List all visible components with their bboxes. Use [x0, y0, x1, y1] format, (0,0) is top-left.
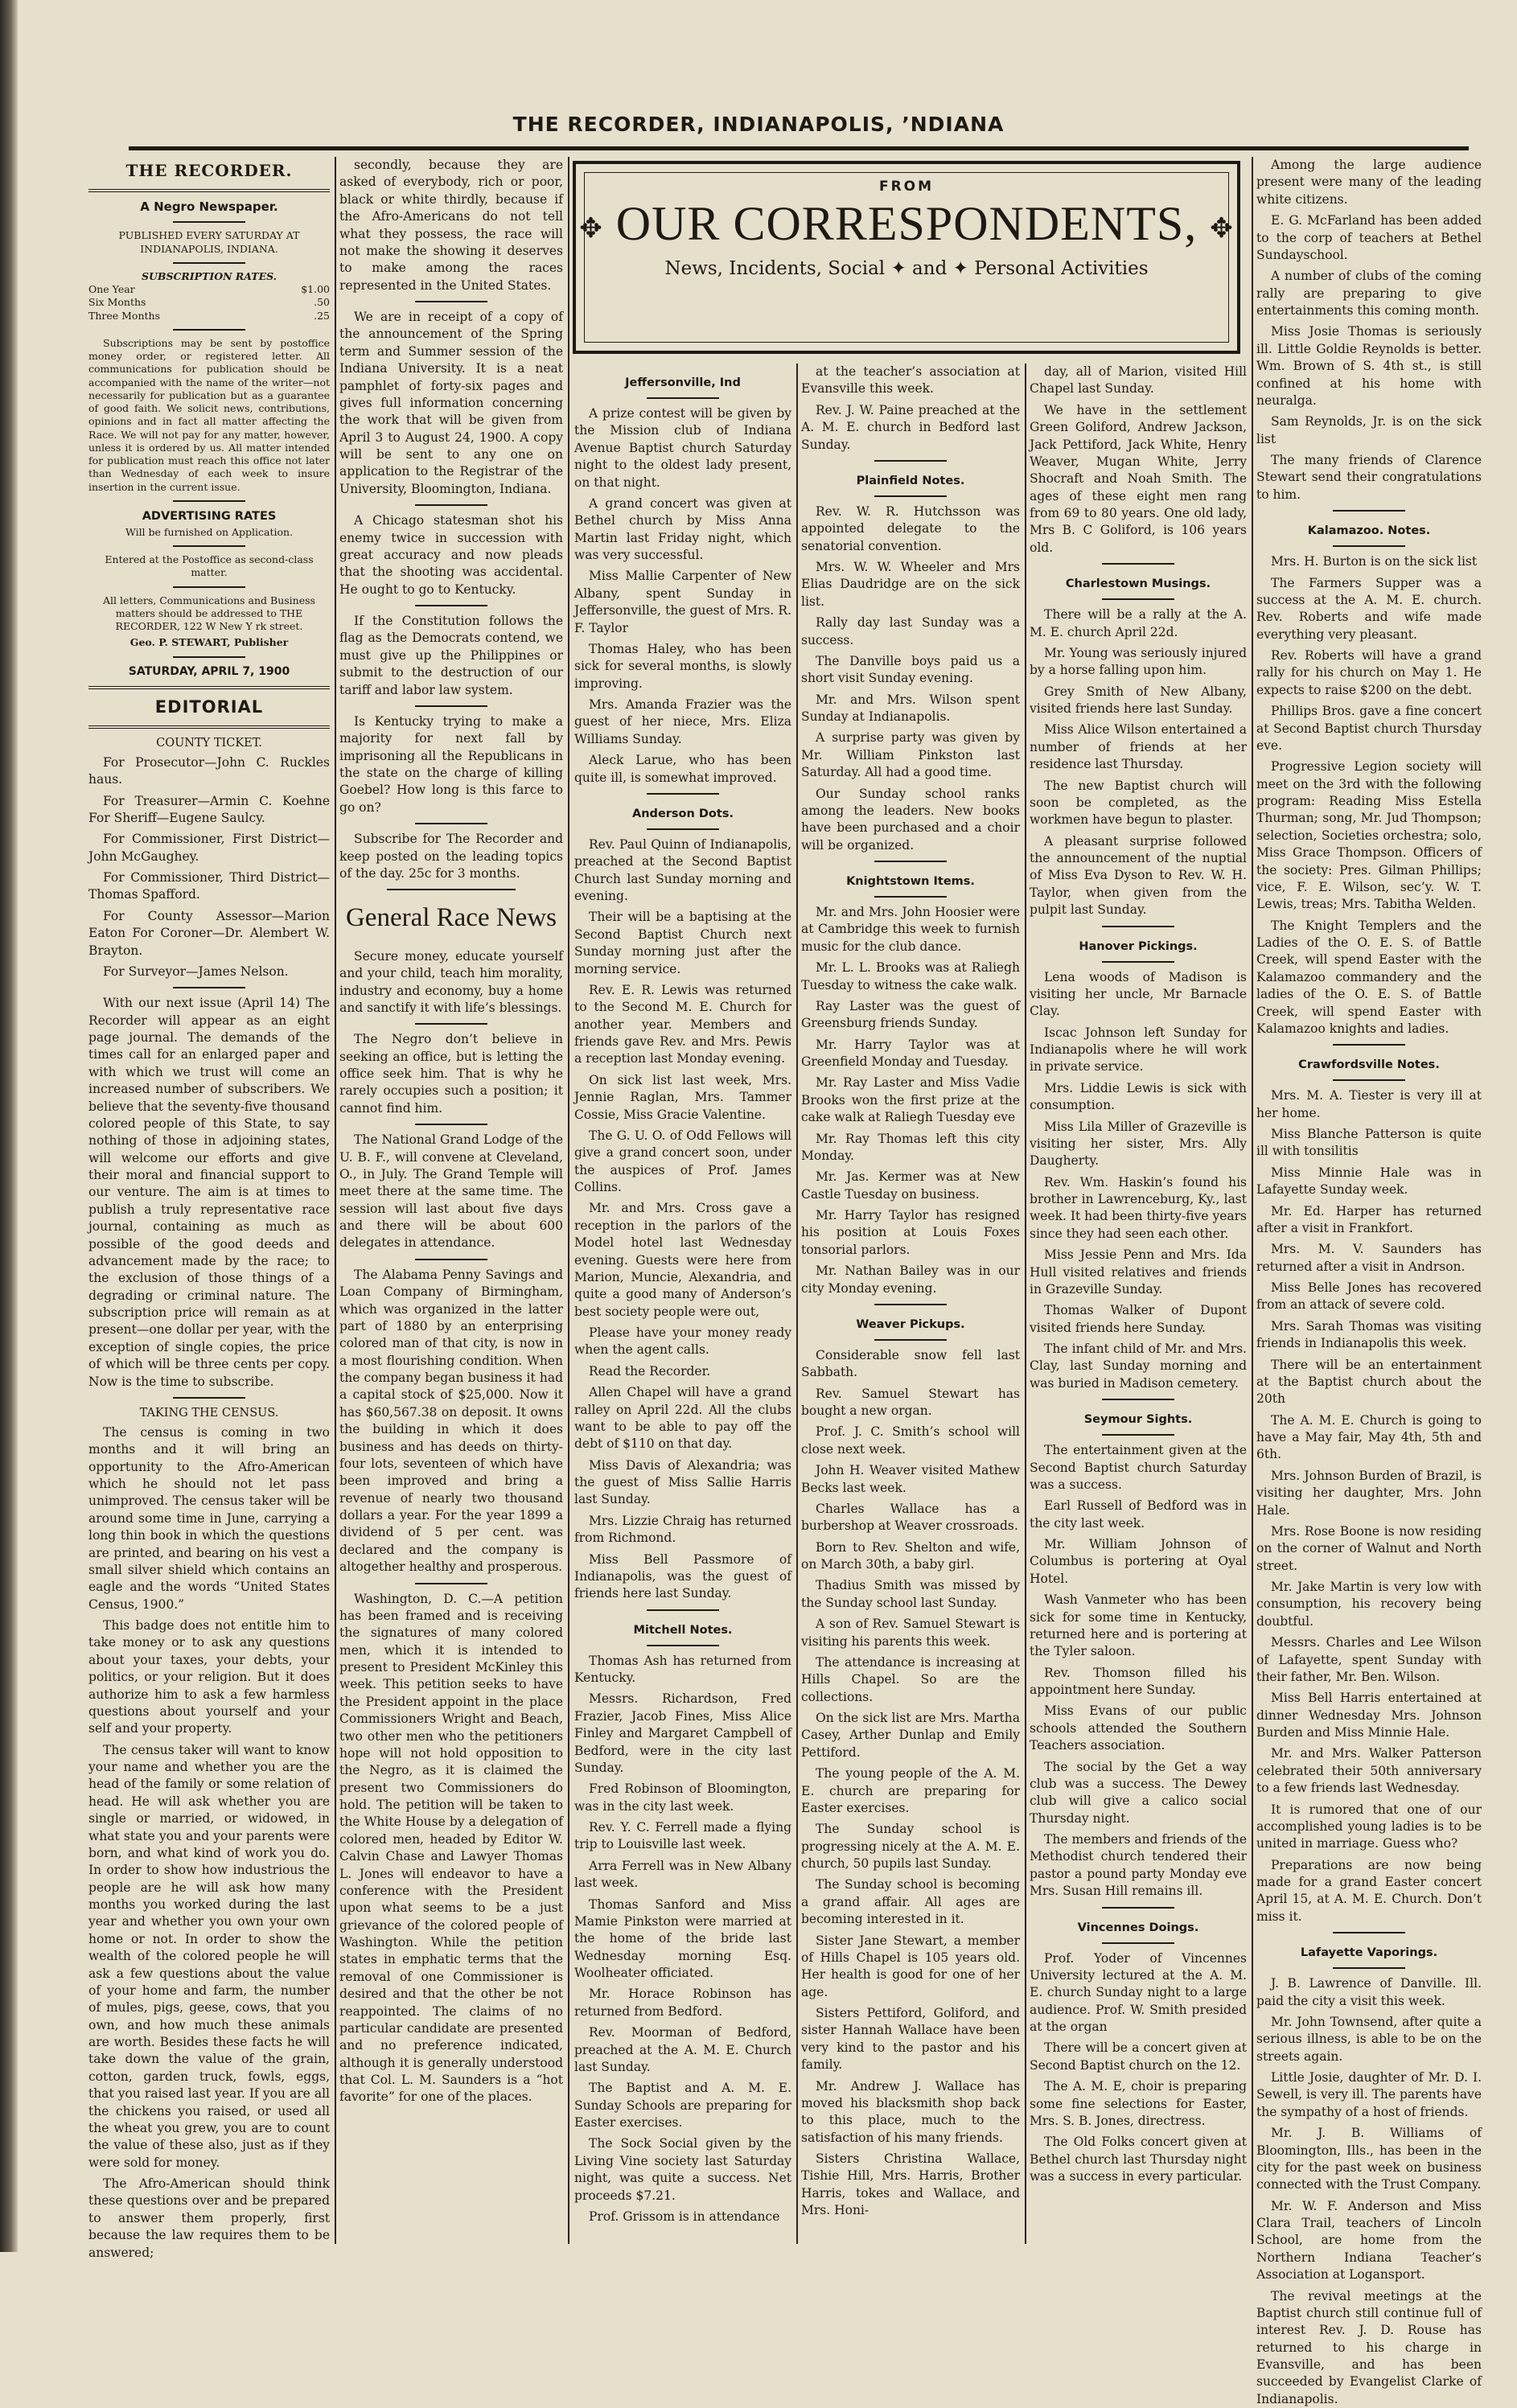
- news-item: Mrs. H. Burton is on the sick list: [1256, 553, 1482, 570]
- binding-edge: [0, 0, 18, 2252]
- news-item: Rev. E. R. Lewis was returned to the Second M. E. Church for another year. Members and friends gave Rev. and Mrs. Pewis a reception last Monday evening.: [574, 982, 791, 1068]
- news-item: day, all of Marion, visited Hill Chapel last Sunday.: [1030, 364, 1247, 398]
- news-item: Miss Lila Miller of Grazeville is visiting her sister, Mrs. Ally Daugherty.: [1030, 1119, 1247, 1170]
- news-item: Wash Vanmeter who has been sick for some time in Kentucky, returned here and is portering at the Tyler saloon.: [1030, 1592, 1247, 1661]
- news-item: Miss Alice Wilson entertained a number of friends at her residence last Thursday.: [1030, 721, 1247, 773]
- dash-rule: [874, 1304, 947, 1305]
- column-correspondents-3: [1030, 364, 1247, 2244]
- editorial-note: If the Constitution follows the flag as the Democrats contend, we must give up the Philippines or submit to the destruction of our tariff and labor law system.: [339, 613, 563, 699]
- dash-rule: [415, 1259, 487, 1260]
- news-item: Charles Wallace has a burbershop at Weaver crossroads.: [801, 1501, 1020, 1535]
- news-item: The G. U. O. of Odd Fellows will give a grand concert soon, under the auspices of Prof. James Collins.: [574, 1128, 791, 1197]
- census-title: TAKING THE CENSUS.: [88, 1405, 330, 1421]
- top-rule: [129, 146, 1469, 150]
- news-item: Mr. Jake Martin is very low with consumption, his recovery being doubtful.: [1256, 1579, 1482, 1630]
- column-rule: [796, 364, 798, 2244]
- news-item: On sick list last week, Mrs. Jennie Raglan, Mrs. Tammer Cossie, Miss Gracie Valentine.: [574, 1072, 791, 1124]
- dash-rule: [874, 861, 947, 862]
- news-item: Miss Blanche Patterson is quite ill with tonsilitis: [1256, 1126, 1482, 1161]
- census-article: [88, 1424, 330, 2262]
- rate-term: Three Months: [88, 310, 160, 323]
- news-item: Mr. W. F. Anderson and Miss Clara Trail, teachers of Lincoln School, are home from the Northern Indiana Teacher’s Association at Logansport.: [1256, 2198, 1482, 2284]
- news-item: The entertainment given at the Second Baptist church Saturday was a success.: [1030, 1442, 1247, 1494]
- news-item: at the teacher’s association at Evansville this week.: [801, 364, 1020, 398]
- news-item: There will be a concert given at Second Baptist church on the 12.: [1030, 2040, 1247, 2074]
- race-news-item: The National Grand Lodge of the U. B. F., will convene at Cleveland, O., in July. The Grand Temple will meet there at the same time. The session will last about five days and there will be about 600 delegates in attendance.: [339, 1132, 563, 1252]
- news-item: On the sick list are Mrs. Martha Casey, Arther Dunlap and Emily Pettiford.: [801, 1710, 1020, 1761]
- dash-rule: [647, 397, 719, 399]
- column-correspondents-4: [1256, 157, 1482, 2244]
- ticket-title: COUNTY TICKET.: [88, 735, 330, 751]
- news-item: Sisters Pettiford, Goliford, and sister Hannah Wallace have been very kind to the pastor and his family.: [801, 2005, 1020, 2074]
- section-heading: Plainfield Notes.: [801, 473, 1020, 489]
- news-item: Rev. Wm. Haskin’s found his brother in Lawrenceburg, Ky., last week. It had been thirty-five years since they had seen each other.: [1030, 1174, 1247, 1243]
- census-paragraph: This badge does not entitle him to take money or to ask any questions about your taxes, your debts, your politics, or your religion. But it does authorize him to ask a few harmless questions about yourself and your self and your property.: [88, 1617, 330, 1738]
- news-item: Mr. John Townsend, after quite a serious illness, is able to be on the streets again.: [1256, 2014, 1482, 2065]
- dash-rule: [415, 504, 487, 506]
- news-item: Thomas Ash has returned from Kentucky.: [574, 1653, 791, 1687]
- race-news-item: Washington, D. C.—A petition has been framed and is receiving the signatures of many colored men, which it is intended to present to President McKinley this week. This petition seeks to have the President appoint in the place Commissioners Wright and Beach, two other men who the petitioners hope will not hold opposition to the Negro, as it is claimed the present two Commissioners do hold. The petition will be taken to the White House by a delegation of colored men, headed by Editor W. Calvin Chase and Lawyer Thomas L. Jones will endeavor to have a conference with the President upon what seems to be a just grievance of the colored people of Washington. While the petition states in emphatic terms that the removal of one Commissioner is desired and that the other be not reappointed. The claims of no particular candidate are presented and no preference indicated, although it is generally understood that Col. L. M. Saunders is a “hot favorite” for one of the places.: [339, 1591, 563, 2106]
- news-item: A number of clubs of the coming rally are preparing to give entertainments this coming month.: [1256, 268, 1482, 319]
- news-item: Considerable snow fell last Sabbath.: [801, 1347, 1020, 1382]
- banner-inner-frame: [584, 172, 1229, 343]
- news-item: The Knight Templers and the Ladies of the O. E. S. of Battle Creek, will spend Easter with the Kalamazoo commandery and the ladies of the O. E. S. of Battle Creek, will spend Easter with Kalamazoo knights and ladies.: [1256, 918, 1482, 1038]
- news-item: Thadius Smith was missed by the Sunday school last Sunday.: [801, 1577, 1020, 1612]
- publisher: Geo. P. STEWART, Publisher: [88, 636, 330, 649]
- section-heading: Vincennes Doings.: [1030, 1920, 1247, 1936]
- rate-price: $1.00: [301, 283, 330, 296]
- news-item: Mr. Young was seriously injured by a horse falling upon him.: [1030, 645, 1247, 680]
- published-line: PUBLISHED EVERY SATURDAY AT INDIANAPOLIS, INDIANA.: [88, 229, 330, 256]
- news-item: The infant child of Mr. and Mrs. Clay, last Sunday morning and was buried in Madison cemetery.: [1030, 1341, 1247, 1392]
- news-item: Arra Ferrell was in New Albany last week.: [574, 1858, 791, 1892]
- ticket-line: For Surveyor—James Nelson.: [88, 964, 330, 980]
- dash-rule: [173, 656, 245, 658]
- column-masthead-editorial: [88, 157, 330, 2244]
- news-item: There will be a rally at the A. M. E. church April 22d.: [1030, 606, 1247, 641]
- news-item: Mr. Nathan Bailey was in our city Monday evening.: [801, 1263, 1020, 1297]
- news-item: Prof. Yoder of Vincennes University lectured at the A. M. E. church Sunday night to a large audience. Prof. W. Smith presided at the organ: [1030, 1950, 1247, 2036]
- news-item: Miss Josie Thomas is seriously ill. Little Goldie Reynolds is better. Wm. Brown of S. 4th st., is still confined at his home with neuralga.: [1256, 323, 1482, 409]
- news-item: Among the large audience present were many of the leading white citizens.: [1256, 157, 1482, 208]
- section-heading: Charlestown Musings.: [1030, 576, 1247, 592]
- tagline: A Negro Newspaper.: [88, 199, 330, 216]
- column-correspondents-2: [801, 364, 1020, 2244]
- news-item: Mr. William Johnson of Columbus is portering at Oyal Hotel.: [1030, 1536, 1247, 1588]
- news-item: The Farmers Supper was a success at the A. M. E. church. Rev. Roberts and wife made everything very pleasant.: [1256, 575, 1482, 644]
- news-item: Lena woods of Madison is visiting her uncle, Mr Barnacle Clay.: [1030, 969, 1247, 1021]
- news-item: Rev. Y. C. Ferrell made a flying trip to Louisville last week.: [574, 1819, 791, 1854]
- ticket-line: For Prosecutor—John C. Ruckles haus.: [88, 754, 330, 789]
- news-item: Grey Smith of New Albany, visited friends here last Sunday.: [1030, 684, 1247, 718]
- dash-rule: [647, 1609, 719, 1611]
- dash-rule: [415, 605, 487, 606]
- news-item: Our Sunday school ranks among the leaders. New books have been purchased and a choir will be organized.: [801, 786, 1020, 855]
- news-item: Born to Rev. Shelton and wife, on March 30th, a baby girl.: [801, 1539, 1020, 1574]
- ornament-right-icon: ✥: [1210, 214, 1234, 244]
- news-item: Rev. Moorman of Bedford, preached at the A. M. E. Church last Sunday.: [574, 2024, 791, 2076]
- rate-term: Six Months: [88, 296, 146, 309]
- dash-rule: [173, 329, 245, 331]
- news-item: Mrs. Lizzie Chraig has returned from Richmond.: [574, 1513, 791, 1547]
- dash-rule: [173, 221, 245, 223]
- news-item: John H. Weaver visited Mathew Becks last week.: [801, 1462, 1020, 1497]
- news-item: Their will be a baptising at the Second Baptist Church next Sunday morning just after the morning service.: [574, 909, 791, 978]
- ticket-line: For Commissioner, Third District—Thomas Spafford.: [88, 869, 330, 904]
- column-rule: [1025, 364, 1026, 2244]
- news-item: Rev. Paul Quinn of Indianapolis, preached at the Second Baptist Church last Sunday morning and evening.: [574, 836, 791, 906]
- news-item: Aleck Larue, who has been quite ill, is somewhat improved.: [574, 752, 791, 787]
- section-heading: Jeffersonville, Ind: [574, 375, 791, 391]
- news-item: Thomas Haley, who has been sick for several months, is slowly improving.: [574, 641, 791, 692]
- rate-price: .25: [314, 310, 330, 323]
- news-item: Allen Chapel will have a grand ralley on April 22d. All the clubs want to be able to pay off the debt of $110 on that day.: [574, 1384, 791, 1453]
- news-item: Mrs. Sarah Thomas was visiting friends in Indianapolis this week.: [1256, 1318, 1482, 1353]
- running-head: THE RECORDER, INDIANAPOLIS, ’NDIANA: [0, 113, 1517, 136]
- news-item: Please have your money ready when the agent calls.: [574, 1325, 791, 1359]
- dash-rule: [1333, 510, 1405, 512]
- section-heading: Lafayette Vaporings.: [1256, 1945, 1482, 1961]
- news-item: The social by the Get a way club was a success. The Dewey club will give a calico social Thursday night.: [1030, 1759, 1247, 1828]
- news-item: A son of Rev. Samuel Stewart is visiting his parents this week.: [801, 1616, 1020, 1650]
- section-heading: Weaver Pickups.: [801, 1317, 1020, 1333]
- dash-rule: [1102, 1399, 1174, 1400]
- news-item: The Old Folks concert given at Bethel church last Thursday night was a success in every particular.: [1030, 2134, 1247, 2185]
- dash-rule: [647, 1645, 719, 1646]
- dash-rule: [173, 987, 245, 988]
- news-item: Ray Laster was the guest of Greensburg friends Sunday.: [801, 998, 1020, 1033]
- ticket-line: For County Assessor—Marion Eaton For Coroner—Dr. Alembert W. Brayton.: [88, 908, 330, 960]
- news-item: Mr. and Mrs. Cross gave a reception in the parlors of the Model hotel last Wednesday evening. Guests were here from Marion, Muncie, Alexandria, and quite a good many of Anderson’s best society people were out,: [574, 1200, 791, 1321]
- dash-rule: [1333, 1932, 1405, 1933]
- news-item: Mr. Jas. Kermer was at New Castle Tuesday on business.: [801, 1169, 1020, 1203]
- editorial-note: Is Kentucky trying to make a majority for next fall by imprisoning all the Republicans in the state on the charge of killing Goebel? How long is this farce to go on?: [339, 713, 563, 816]
- dash-rule: [1333, 545, 1405, 547]
- dash-rule: [874, 896, 947, 898]
- news-item: Rev. Samuel Stewart has bought a new organ.: [801, 1386, 1020, 1420]
- rate-row: [88, 283, 330, 296]
- issue-date: SATURDAY, APRIL 7, 1900: [88, 664, 330, 680]
- news-item: Little Josie, daughter of Mr. D. I. Sewell, is very ill. The parents have the sympathy of a host of friends.: [1256, 2069, 1482, 2121]
- news-item: The Sunday school is becoming a grand affair. All ages are becoming interested in it.: [801, 1876, 1020, 1928]
- ornament-left-icon: ✥: [579, 214, 603, 244]
- dash-rule: [173, 262, 245, 264]
- dash-rule: [1102, 961, 1174, 963]
- news-item: Rev. J. W. Paine preached at the A. M. E. church in Bedford last Sunday.: [801, 402, 1020, 454]
- rule: [88, 686, 330, 689]
- dash-rule: [173, 1397, 245, 1399]
- dash-rule: [874, 1339, 947, 1341]
- dash-rule: [415, 705, 487, 707]
- address-notice: All letters, Communications and Business matters should be addressed to THE RECORDER, 122 W New Y rk street.: [88, 594, 330, 634]
- dash-rule: [173, 586, 245, 588]
- news-item: There will be an entertainment at the Baptist church about the 20th: [1256, 1357, 1482, 1408]
- news-item: Miss Evans of our public schools attended the Southern Teachers association.: [1030, 1703, 1247, 1754]
- publication-title: THE RECORDER.: [88, 160, 330, 183]
- news-item: Mr. and Mrs. Wilson spent Sunday at Indianapolis.: [801, 692, 1020, 726]
- column-correspondents-1: [574, 364, 791, 2244]
- news-item: Miss Jessie Penn and Mrs. Ida Hull visited relatives and friends in Grazeville Sunday.: [1030, 1247, 1247, 1298]
- correspondents-banner: [573, 161, 1240, 354]
- news-item: Prof. J. C. Smith’s school will close next week.: [801, 1424, 1020, 1458]
- news-item: Mr. Ray Thomas left this city Monday.: [801, 1131, 1020, 1165]
- dash-rule: [173, 545, 245, 547]
- news-item: Mr. Andrew J. Wallace has moved his blacksmith shop back to this place, much to the satisfaction of his many friends.: [801, 2078, 1020, 2147]
- news-item: The A. M. E, choir is preparing some fine selections for Easter, Mrs. S. B. Jones, directress.: [1030, 2078, 1247, 2130]
- news-item: Mr. Harry Taylor was at Greenfield Monday and Tuesday.: [801, 1037, 1020, 1071]
- dash-rule: [647, 828, 719, 830]
- news-item: Mr. J. B. Williams of Bloomington, Ills., has been in the city for the past week on business connected with the Trust Company.: [1256, 2125, 1482, 2194]
- dash-rule: [415, 301, 487, 302]
- rule: [88, 725, 330, 729]
- race-news-item: The Alabama Penny Savings and Loan Company of Birmingham, which was organized in the latter part of 1880 by an enterprising colored man of that city, is now in a most flourishing condition. When the company began business it had a capital stock of $25,000. Now it has $60,567.38 on deposit. It owns the building in which it does business and has deeds on thirty-four lots, seventeen of which have been improved and bring a revenue of nearly two thousand dollars a year. For the year 1899 a dividend of 5 per cent. was declared and the company is altogether healthy and prosperous.: [339, 1267, 563, 1576]
- general-race-news: [339, 948, 563, 2106]
- banner-from: FROM: [576, 179, 1237, 195]
- dash-rule: [415, 1583, 487, 1584]
- news-item: Iscac Johnson left Sunday for Indianapolis where he will work in private service.: [1030, 1025, 1247, 1076]
- news-item: The attendance is increasing at Hills Chapel. So are the collections.: [801, 1654, 1020, 1706]
- dash-rule: [173, 500, 245, 502]
- news-item: A surprise party was given by Mr. William Pinkston last Saturday. All had a good time.: [801, 729, 1020, 781]
- news-item: Mrs. W. W. Wheeler and Mrs Elias Daudridge are on the sick list.: [801, 559, 1020, 610]
- news-item: J. B. Lawrence of Danville. Ill. paid the city a visit this week.: [1256, 1975, 1482, 2010]
- rate-price: .50: [314, 296, 330, 309]
- dash-rule: [387, 889, 516, 890]
- news-item: Preparations are now being made for a grand Easter concert April 15, at A. M. E. Church. Don’t miss it.: [1256, 1857, 1482, 1926]
- next-issue-article: With our next issue (April 14) The Recorder will appear as an eight page journal. The demands of the times call for an enlarged paper and with which we trust will come an increased number of subscribers. We believe that the seventy-five thousand colored people of this State, to say nothing of those in adjoining states, will welcome our efforts and give their moral and financial support to our venture. The aim is at times to publish a truly representative race journal, containing as much as possible of the good deeds and advancement made by the race; to the exclusion of those things of a degrading or criminal nature. The subscription price will remain as at present—one dollar per year, with the exception of single copies, the price of which will be three cents per copy. Now is the time to subscribe.: [88, 995, 330, 1391]
- news-item: Miss Davis of Alexandria; was the guest of Miss Sallie Harris last Sunday.: [574, 1457, 791, 1509]
- dash-rule: [1102, 1434, 1174, 1436]
- rates-title: SUBSCRIPTION RATES.: [88, 270, 330, 283]
- census-paragraph: The census taker will want to know your name and whether you are the head of the family or some relation of head. He will ask whether you are single or married, or widowed, in what state you and your parents were born, and what kind of work you do. In order to show how industrious the people are he will ask how many months you worked during the last year and whether you own your own home or not. In order to show the wealth of the colored people he will ask a few questions about the value of your home and farm, the number of mules, pigs, geese, cows, that you own, and how much these animals are worth. Besides these facts he will take down the value of the grain, cotton, garden truck, fowls, eggs, that you raised last year. If you are all the chickens you raised, or used all the wheat you grew, you are to count the value of these also, just as if they were sold for money.: [88, 1742, 330, 2172]
- census-paragraph: The census is coming in two months and it will bring an opportunity to the Afro-American which he should not let pass unimproved. The census taker will be around some time in June, carrying a long thin book in which the questions are printed, and bearing on his vest a small silver shield which contains an eagle and the words “United States Census, 1900.”: [88, 1424, 330, 1613]
- entered-notice: Entered at the Postoffice as second-class matter.: [88, 553, 330, 580]
- news-item: Rev. Thomson filled his appointment here Sunday.: [1030, 1665, 1247, 1699]
- news-item: Miss Mallie Carpenter of New Albany, spent Sunday in Jeffersonville, the guest of Mrs. R. F. Taylor: [574, 568, 791, 637]
- adv-title: ADVERTISING RATES: [88, 508, 330, 524]
- news-item: Mr. L. L. Brooks was at Raliegh Tuesday to witness the cake walk.: [801, 960, 1020, 994]
- dash-rule: [874, 460, 947, 462]
- editorial-note: secondly, because they are asked of everybody, rich or poor, black or white thirdly, because if the Afro-Americans do not tell what they possess, the race will not make the showing it deserves to make among the races represented in the United States.: [339, 157, 563, 294]
- section-heading: Mitchell Notes.: [574, 1622, 791, 1638]
- news-item: Fred Robinson of Bloomington, was in the city last week.: [574, 1781, 791, 1815]
- adv-text: Will be furnished on Application.: [88, 526, 330, 539]
- section-heading: Hanover Pickings.: [1030, 939, 1247, 955]
- dash-rule: [1102, 926, 1174, 927]
- news-item: Messrs. Richardson, Fred Frazier, Jacob Fines, Miss Alice Finley and Margaret Campbell of Bedford, were in the city last Sunday.: [574, 1691, 791, 1777]
- news-item: Mr. Ed. Harper has returned after a visit in Frankfort.: [1256, 1203, 1482, 1238]
- news-item: Messrs. Charles and Lee Wilson of Lafayette, spent Sunday with their father, Mr. Ben. Wilson.: [1256, 1634, 1482, 1686]
- news-item: Mr. Ray Laster and Miss Vadie Brooks won the first prize at the cake walk at Raliegh Tuesday eve: [801, 1075, 1020, 1126]
- section-heading: Knightstown Items.: [801, 873, 1020, 890]
- rates-table: [88, 283, 330, 323]
- dash-rule: [1102, 1907, 1174, 1909]
- ticket-line: For Treasurer—Armin C. Koehne For Sheriff—Eugene Saulcy.: [88, 793, 330, 828]
- news-item: The Baptist and A. M. E. Sunday Schools are preparing for Easter exercises.: [574, 2080, 791, 2131]
- section-heading: Anderson Dots.: [574, 806, 791, 822]
- rule: [88, 189, 330, 192]
- news-item: Rally day last Sunday was a success.: [801, 614, 1020, 649]
- news-item: E. G. McFarland has been added to the corp of teachers at Bethel Sundayschool.: [1256, 212, 1482, 264]
- news-item: Mrs. M. A. Tiester is very ill at her home.: [1256, 1087, 1482, 1122]
- news-item: Mrs. Rose Boone is now residing on the corner of Walnut and North street.: [1256, 1523, 1482, 1575]
- news-item: The many friends of Clarence Stewart send their congratulations to him.: [1256, 452, 1482, 503]
- dash-rule: [647, 793, 719, 795]
- notice: Subscriptions may be sent by postoffice money order, or registered letter. All communications for publication should be accompanied with the name of the writer—not necessarily for publication but as a guarantee of good faith. We solicit news, contributions, opinions and in fact all matter affecting the Race. We will not pay for any matter, however, unless it is ordered by us. All matter intended for publication must reach this office not later than Wednesday of each week to insure insertion in the current issue.: [88, 337, 330, 494]
- dash-rule: [1333, 1967, 1405, 1969]
- news-item: Mr. Horace Robinson has returned from Bedford.: [574, 1986, 791, 2020]
- news-item: Prof. Grissom is in attendance: [574, 2209, 791, 2225]
- news-item: The Sunday school is progressing nicely at the A. M. E. church, 50 pupils last Sunday.: [801, 1821, 1020, 1872]
- editorial-title: EDITORIAL: [88, 696, 330, 719]
- news-item: Mr. and Mrs. John Hoosier were at Cambridge this week to furnish music for the club dance.: [801, 904, 1020, 955]
- news-item: A grand concert was given at Bethel church by Miss Anna Martin last Friday night, which was very successful.: [574, 495, 791, 565]
- news-item: We have in the settlement Green Goliford, Andrew Jackson, Jack Pettiford, Jack White, Henry Weaver, Mugan White, Jerry Shocraft and Noah Smith. The ages of these eight men rang from 69 to 80 years. One old lady, Mrs B. C Goliford, is 106 years old.: [1030, 402, 1247, 557]
- news-item: The revival meetings at the Baptist church still continue full of interest Rev. J. D. Rouse has returned to his charge in Evansville, and has been succeeded by Evangelist Clarke of Indianapolis.: [1256, 2288, 1482, 2408]
- dash-rule: [1333, 1044, 1405, 1046]
- news-item: Mr. and Mrs. Walker Patterson celebrated their 50th anniversary to a few friends last Wednesday.: [1256, 1745, 1482, 1797]
- dash-rule: [415, 1023, 487, 1025]
- editorial-note: Subscribe for The Recorder and keep posted on the leading topics of the day. 25c for 3 months.: [339, 831, 563, 882]
- news-item: Mrs. Johnson Burden of Brazil, is visiting her daughter, Mrs. John Hale.: [1256, 1468, 1482, 1519]
- rate-term: One Year: [88, 283, 135, 296]
- general-race-news-title: General Race News: [339, 900, 563, 937]
- news-item: Miss Minnie Hale was in Lafayette Sunday week.: [1256, 1165, 1482, 1199]
- county-ticket: [88, 754, 330, 981]
- column-rule: [1252, 157, 1253, 2244]
- column-rule: [568, 157, 569, 2244]
- news-item: Progressive Legion society will meet on the 3rd with the following program: Reading Miss Estella Thurman; song, Mr. Jud Thompson; selection, Societies orchestra; solo, Miss Grace Thompson. Officers of the society: Pres. Gilman Phillips; vice, F. E. Wilson, sec’y. W. T. Lewis, treas; Mrs. Tabitha Welden.: [1256, 758, 1482, 913]
- section-heading: Kalamazoo. Notes.: [1256, 523, 1482, 539]
- rate-row: [88, 296, 330, 309]
- dash-rule: [1102, 1942, 1174, 1944]
- news-item: Read the Recorder.: [574, 1363, 791, 1380]
- news-item: Rev. Roberts will have a grand rally for his church on May 1. He expects to raise $200 on the debt.: [1256, 647, 1482, 699]
- news-item: Mr. Harry Taylor has resigned his position at Louis Foxes tonsorial parlors.: [801, 1207, 1020, 1259]
- dash-rule: [1102, 598, 1174, 600]
- news-item: The young people of the A. M. E. church are preparing for Easter exercises.: [801, 1765, 1020, 1817]
- news-item: A pleasant surprise followed the announcement of the nuptial of Miss Eva Dyson to Rev. W. H. Taylor, when given from the pulpit last Sunday.: [1030, 833, 1247, 919]
- news-item: Miss Bell Harris entertained at dinner Wednesday Mrs. Johnson Burden and Miss Minnie Hale.: [1256, 1690, 1482, 1741]
- race-news-item: The Negro don’t believe in seeking an office, but is letting the office seek him. That is why he rarely occupies such a position; it cannot find him.: [339, 1031, 563, 1117]
- section-heading: Crawfordsville Notes.: [1256, 1057, 1482, 1073]
- section-heading: Seymour Sights.: [1030, 1412, 1247, 1428]
- news-item: A prize contest will be given by the Mission club of Indiana Avenue Baptist church Saturday night to the oldest lady present, on that night.: [574, 405, 791, 491]
- dash-rule: [415, 1124, 487, 1125]
- news-item: Sam Reynolds, Jr. is on the sick list: [1256, 413, 1482, 448]
- news-item: Mrs. Liddie Lewis is sick with consumption.: [1030, 1080, 1247, 1115]
- news-item: Sisters Christina Wallace, Tishie Hill, Mrs. Harris, Brother Harris, tokes and Wallace, and Mrs. Honi-: [801, 2151, 1020, 2220]
- dash-rule: [415, 823, 487, 824]
- editorial-note: We are in receipt of a copy of the announcement of the Spring term and Summer session of the Indiana University. It is a neat pamphlet of forty-six pages and gives full information concerning the work that will be given from April 3 to August 24, 1900. A copy will be sent to any one on application to the Registrar of the University, Bloomington, Indiana.: [339, 309, 563, 498]
- news-item: The A. M. E. Church is going to have a May fair, May 4th, 5th and 6th.: [1256, 1412, 1482, 1464]
- rate-row: [88, 310, 330, 323]
- census-paragraph: The Afro-American should think these questions over and be prepared to answer them properly, first because the law requires them to be answered;: [88, 2176, 330, 2262]
- news-item: Mrs. Amanda Frazier was the guest of her niece, Mrs. Eliza Williams Sunday.: [574, 697, 791, 748]
- column-general-news: [339, 157, 563, 2244]
- banner-title-text: OUR CORRESPONDENTS,: [616, 197, 1197, 250]
- race-news-item: Secure money, educate yourself and your child, teach him morality, industry and economy, buy a home and sanctify it with life’s blessings.: [339, 948, 563, 1017]
- news-item: Rev. W. R. Hutchsson was appointed delegate to the senatorial convention.: [801, 503, 1020, 555]
- editorial-notes: [339, 157, 563, 882]
- ticket-line: For Commissioner, First District—John McGaughey.: [88, 831, 330, 865]
- news-item: Thomas Walker of Dupont visited friends here Sunday.: [1030, 1302, 1247, 1337]
- dash-rule: [1333, 1079, 1405, 1081]
- news-item: The new Baptist church will soon be completed, as the workmen have begun to plaster.: [1030, 778, 1247, 829]
- news-item: The Danville boys paid us a short visit Sunday evening.: [801, 653, 1020, 688]
- news-item: Phillips Bros. gave a fine concert at Second Baptist church Thursday eve.: [1256, 703, 1482, 754]
- news-item: It is rumored that one of our accomplished young ladies is to be united in marriage. Guess who?: [1256, 1802, 1482, 1853]
- column-rule: [335, 157, 336, 2244]
- dash-rule: [1102, 563, 1174, 565]
- editorial-note: A Chicago statesman shot his enemy twice in succession with great accuracy and now pleads that the shooting was accidental. He ought to go to Kentucky.: [339, 512, 563, 598]
- banner-subtitle: News, Incidents, Social ✦ and ✦ Personal Activities: [576, 258, 1237, 279]
- news-item: Sister Jane Stewart, a member of Hills Chapel is 105 years old. Her health is good for one of her age.: [801, 1933, 1020, 2002]
- news-item: The Sock Social given by the Living Vine society last Saturday night, was quite a success. Net proceeds $7.21.: [574, 2135, 791, 2205]
- news-item: Miss Bell Passmore of Indianapolis, was the guest of friends here last Sunday.: [574, 1551, 791, 1603]
- news-item: Earl Russell of Bedford was in the city last week.: [1030, 1498, 1247, 1532]
- news-item: Miss Belle Jones has recovered from an attack of severe cold.: [1256, 1280, 1482, 1314]
- dash-rule: [874, 495, 947, 497]
- news-item: The members and friends of the Methodist church tendered their pastor a pound party Monday eve Mrs. Susan Hill remains ill.: [1030, 1831, 1247, 1901]
- news-item: Mrs. M. V. Saunders has returned after a visit in Andrson.: [1256, 1241, 1482, 1276]
- news-item: Thomas Sanford and Miss Mamie Pinkston were married at the home of the bride last Wednesday morning Esq. Woolheater officiated.: [574, 1896, 791, 1983]
